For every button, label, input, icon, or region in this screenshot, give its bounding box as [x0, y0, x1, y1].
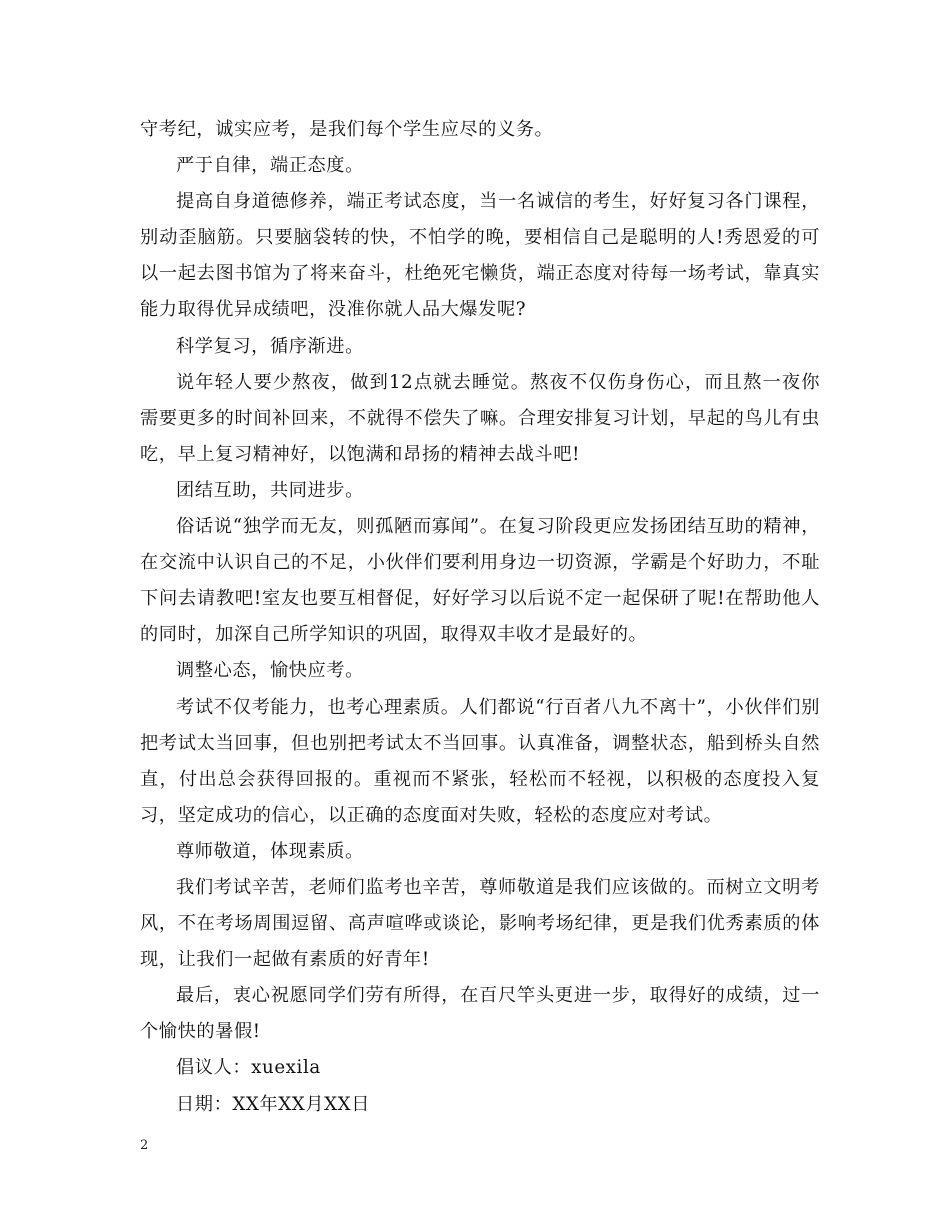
paragraph-attitude: 提高自身道德修养，端正考试态度，当一名诚信的考生，好好复习各门课程，别动歪脑筋。只要脑袋转的快，不怕学的晚，要相信自己是聪明的人!秀恩爱的可以一起去图书馆为了将来奋斗，杜绝死宅懒货，端正态度对待每一场考试，靠真实能力取得优异成绩吧，没准你就人品大爆发呢? — [140, 191, 820, 321]
initiator-line: 倡议人：xuexila — [176, 1057, 321, 1079]
paragraph-respect-teachers: 我们考试辛苦，老师们监考也辛苦，尊师敬道是我们应该做的。而树立文明考风，不在考场周围逗留、高声喧哗或谈论，影响考场纪律，更是我们优秀素质的体现，让我们一起做有素质的好青年! — [140, 876, 820, 971]
section-heading-mindset: 调整心态，愉快应考。 — [176, 660, 364, 682]
document-body — [140, 112, 820, 1123]
section-heading-self-discipline: 严于自律，端正态度。 — [176, 155, 364, 177]
paragraph-continuation: 守考纪，诚实应考，是我们每个学生应尽的义务。 — [140, 119, 554, 140]
paragraph-sleep: 说年轻人要少熬夜，做到12点就去睡觉。熬夜不仅伤身伤心，而且熬一夜你需要更多的时间补回来，不就得不偿失了嘛。合理安排复习计划，早起的鸟儿有虫吃，早上复习精神好，以饱满和昂扬的精神去战斗吧! — [140, 371, 820, 465]
paragraph-mindset: 考试不仅考能力，也考心理素质。人们都说“行百者八九不离十”，小伙伴们别把考试太当回事，但也别把考试太不当回事。认真准备，调整状态，船到桥头自然直，付出总会获得回报的。重视而不紧张，轻松而不轻视，以积极的态度投入复习，坚定成功的信心，以正确的态度面对失败，轻松的态度应对考试。 — [140, 696, 820, 826]
date-line: 日期：XX年XX月XX日 — [176, 1093, 371, 1115]
page-number: 2 — [140, 1138, 149, 1153]
section-heading-respect-teachers: 尊师敬道，体现素质。 — [176, 840, 364, 862]
paragraph-closing: 最后，衷心祝愿同学们劳有所得，在百尺竿头更进一步，取得好的成绩，过一个愉快的暑假! — [140, 985, 820, 1043]
section-heading-scientific-review: 科学复习，循序渐进。 — [176, 335, 364, 357]
paragraph-mutual-help: 俗话说“独学而无友，则孤陋而寡闻”。在复习阶段更应发扬团结互助的精神，在交流中认识自己的不足，小伙伴们要利用身边一切资源，学霸是个好助力，不耻下问去请教吧!室友也要互相督促，好好学习以后说不定一起保研了呢!在帮助他人的同时，加深自己所学知识的巩固，取得双丰收才是最好的。 — [140, 516, 820, 646]
section-heading-mutual-help: 团结互助，共同进步。 — [176, 479, 364, 501]
